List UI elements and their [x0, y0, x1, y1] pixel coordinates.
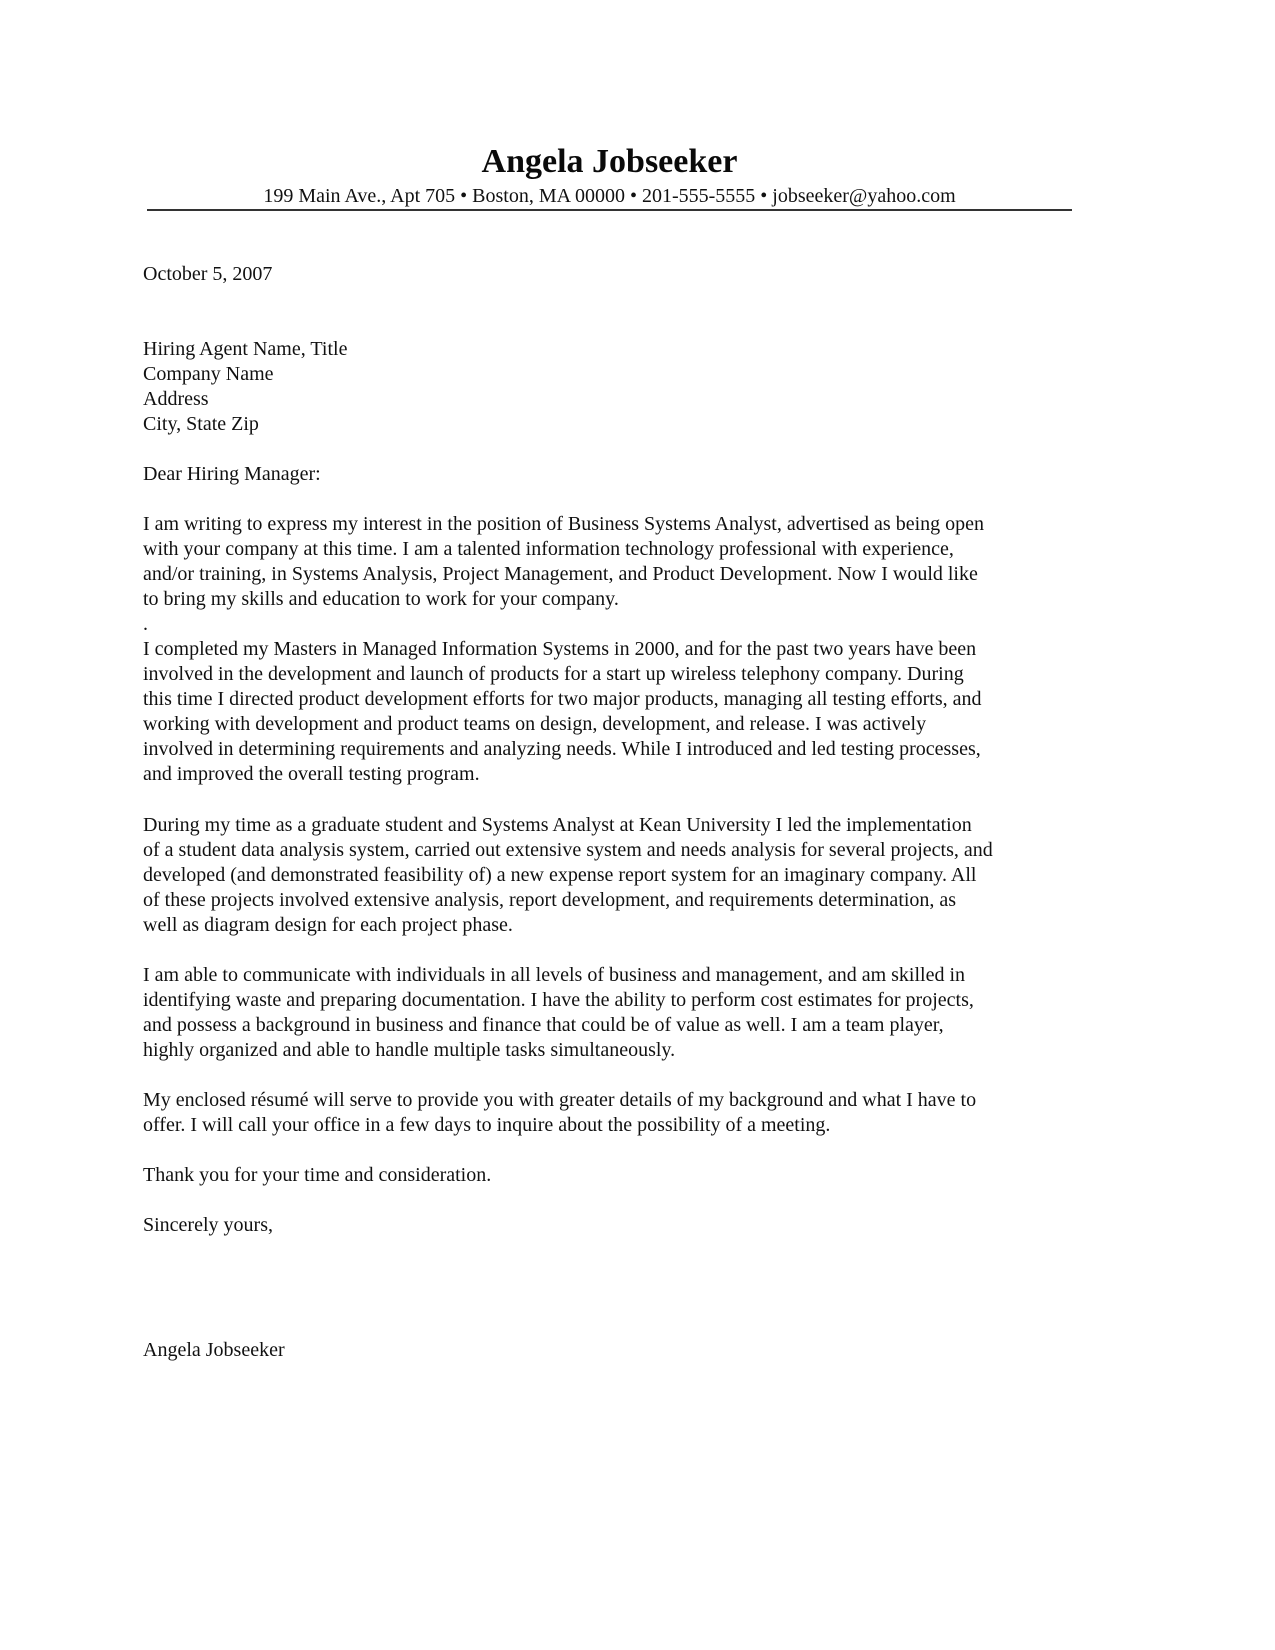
body-paragraph-4 — [143, 963, 1083, 1063]
closing: Sincerely yours, — [143, 1214, 273, 1236]
recipient-name-title: Hiring Agent Name, Title — [143, 338, 348, 360]
paragraph-line: well as diagram design for each project phase. — [143, 914, 513, 936]
paragraph-line: My enclosed résumé will serve to provide you with greater details of my background and what I have to — [143, 1089, 977, 1111]
sender-contact-line: 199 Main Ave., Apt 705 • Boston, MA 00000 • 201-555-5555 • jobseeker@yahoo.com — [263, 185, 956, 207]
sender-name: Angela Jobseeker — [481, 143, 738, 180]
paragraph-line: During my time as a graduate student and Systems Analyst at Kean University I led the implementation — [143, 814, 972, 836]
letter-date: October 5, 2007 — [143, 263, 273, 285]
salutation: Dear Hiring Manager: — [143, 463, 321, 485]
paragraph-line: I am writing to express my interest in the position of Business Systems Analyst, advertised as being open — [143, 513, 985, 535]
paragraph-line: offer. I will call your office in a few days to inquire about the possibility of a meeting. — [143, 1114, 831, 1136]
paragraph-line: I am able to communicate with individuals in all levels of business and management, and am skilled in — [143, 964, 966, 986]
paragraph-line: involved in the development and launch of products for a start up wireless telephony company. During — [143, 663, 964, 685]
recipient-address: Address — [143, 388, 209, 410]
paragraph-line: working with development and product teams on design, development, and release. I was actively — [143, 713, 927, 735]
paragraph-line: I completed my Masters in Managed Information Systems in 2000, and for the past two years have been — [143, 638, 977, 660]
stray-period — [143, 612, 1083, 637]
paragraph-line: of these projects involved extensive analysis, report development, and requirements determination, as — [143, 889, 957, 911]
letterhead — [147, 140, 1072, 208]
paragraph-line: of a student data analysis system, carried out extensive system and needs analysis for several projects, and — [143, 839, 993, 861]
paragraph-line: highly organized and able to handle multiple tasks simultaneously. — [143, 1039, 676, 1061]
paragraph-line: with your company at this time. I am a talented information technology professional with experience, — [143, 538, 954, 560]
paragraph-line: developed (and demonstrated feasibility of) a new expense report system for an imaginary company. All — [143, 864, 977, 886]
recipient-company: Company Name — [143, 363, 274, 385]
paragraph-line: Thank you for your time and consideration. — [143, 1164, 492, 1186]
body-paragraph-2 — [143, 637, 1083, 787]
paragraph-line: and improved the overall testing program. — [143, 763, 480, 785]
body-paragraph-3 — [143, 813, 1083, 938]
body-paragraph-5 — [143, 1088, 1083, 1138]
recipient-address-block — [143, 337, 1083, 437]
paragraph-line: to bring my skills and education to work for your company. — [143, 588, 619, 610]
recipient-city-state-zip: City, State Zip — [143, 413, 259, 435]
paragraph-line: identifying waste and preparing documentation. I have the ability to perform cost estimates for projects, — [143, 989, 974, 1011]
thank-you-line — [143, 1163, 1083, 1188]
paragraph-line: and possess a background in business and finance that could be of value as well. I am a team player, — [143, 1014, 944, 1036]
body-paragraph-1 — [143, 512, 1083, 612]
signature-name: Angela Jobseeker — [143, 1339, 285, 1361]
paragraph-line: this time I directed product development efforts for two major products, managing all testing efforts, and — [143, 688, 982, 710]
paragraph-line: . — [143, 613, 148, 635]
paragraph-line: and/or training, in Systems Analysis, Project Management, and Product Development. Now I would like — [143, 563, 978, 585]
letterhead-divider — [147, 209, 1072, 211]
paragraph-line: involved in determining requirements and analyzing needs. While I introduced and led testing processes, — [143, 738, 981, 760]
